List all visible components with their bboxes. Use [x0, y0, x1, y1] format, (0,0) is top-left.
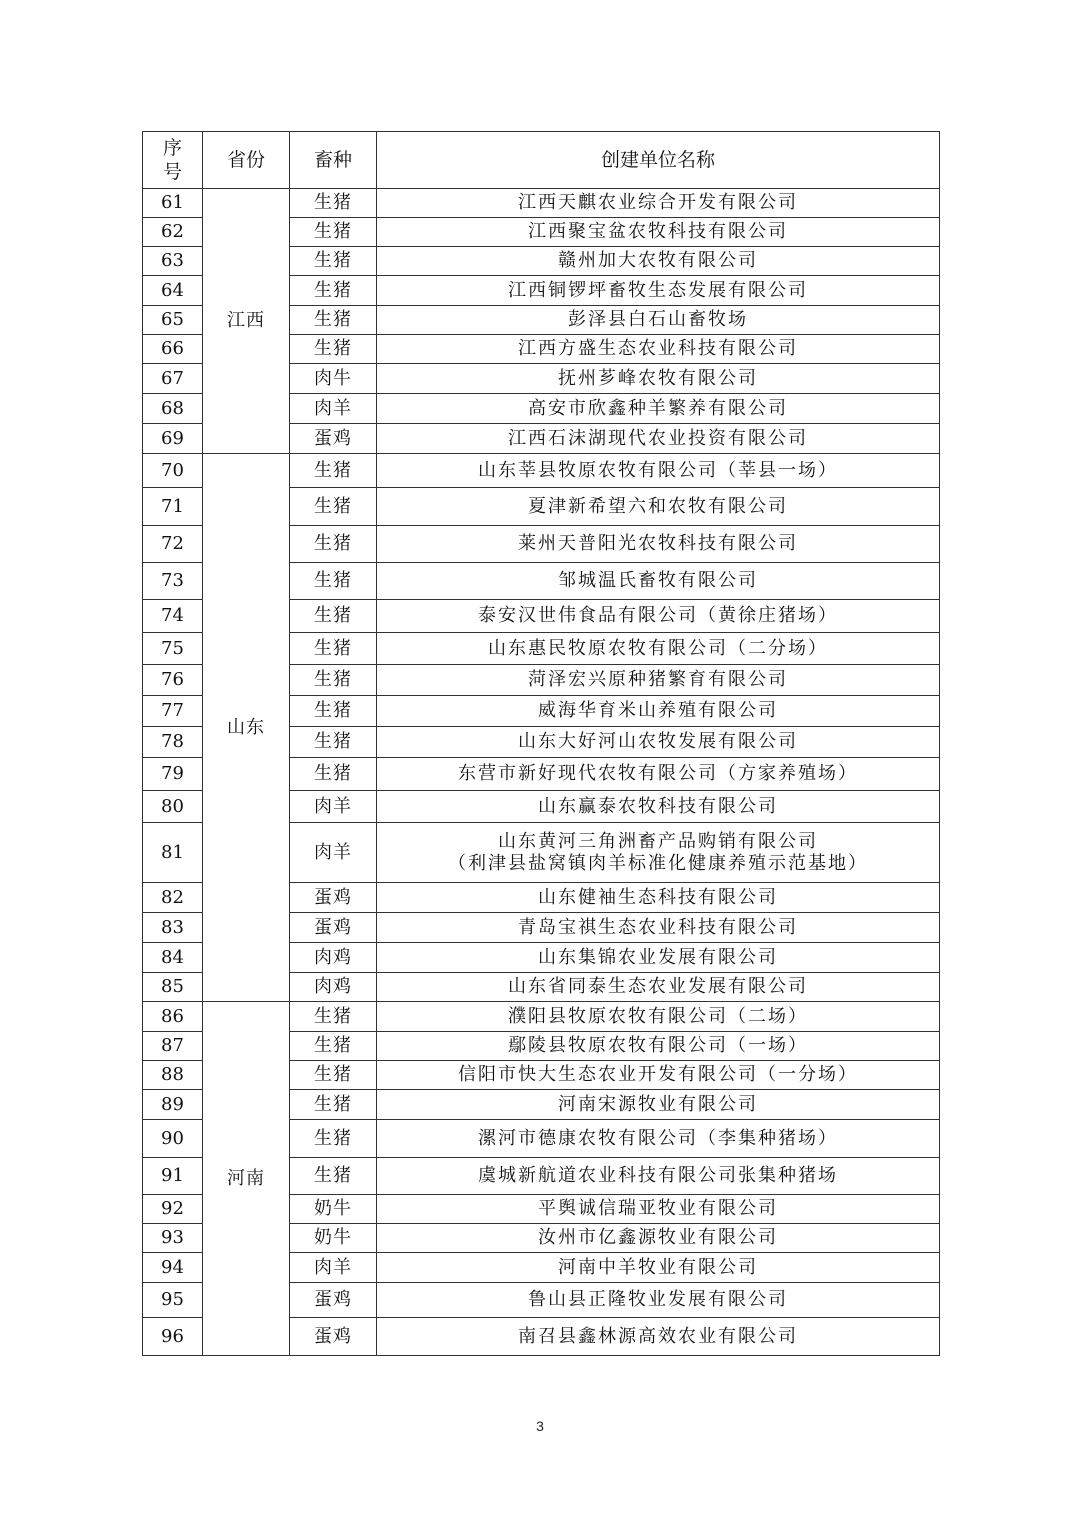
unit-name-cell	[377, 973, 940, 1002]
seq-cell: 64	[143, 276, 203, 306]
animal-label: 生猪	[314, 279, 352, 301]
unit-name-cell	[377, 758, 940, 791]
animal-label: 生猪	[314, 570, 352, 591]
unit-name-cell	[377, 394, 940, 424]
unit-name-label: 菏泽宏兴原种猪繁育有限公司	[528, 669, 788, 690]
seq-cell: 70	[143, 454, 203, 488]
unit-name-label: 东营市新好现代农牧有限公司（方家养殖场）	[458, 763, 858, 784]
animal-cell	[290, 218, 377, 247]
unit-name-label: 山东赢泰农牧科技有限公司	[538, 795, 778, 817]
header-animal	[290, 132, 377, 189]
seq-cell: 91	[143, 1158, 203, 1195]
animal-label: 生猪	[314, 1165, 352, 1186]
table-row	[143, 1002, 940, 1032]
seq-cell: 67	[143, 364, 203, 394]
unit-name-label: 鄢陵县牧原农牧有限公司（一场）	[508, 1035, 808, 1056]
unit-name-cell	[377, 883, 940, 913]
unit-name-cell	[377, 563, 940, 600]
unit-name-cell	[377, 665, 940, 696]
unit-name-label: 威海华育米山养殖有限公司	[538, 700, 778, 721]
seq-cell: 74	[143, 600, 203, 633]
seq-cell: 77	[143, 696, 203, 727]
animal-cell	[290, 335, 377, 364]
seq-cell: 94	[143, 1253, 203, 1283]
animal-label: 生猪	[314, 1035, 352, 1056]
animal-label: 生猪	[314, 1064, 352, 1085]
animal-label: 生猪	[314, 763, 352, 784]
seq-cell: 79	[143, 758, 203, 791]
animal-cell	[290, 665, 377, 696]
unit-name-label: 抚州芗峰农牧有限公司	[558, 367, 758, 389]
animal-cell	[290, 1224, 377, 1253]
unit-name-cell	[377, 600, 940, 633]
animal-cell	[290, 727, 377, 758]
animal-label: 肉羊	[314, 795, 352, 817]
seq-cell: 82	[143, 883, 203, 913]
animal-cell	[290, 883, 377, 913]
province-label: 山东	[227, 716, 265, 738]
seq-cell: 62	[143, 218, 203, 247]
header-seq	[143, 132, 203, 189]
animal-cell	[290, 1090, 377, 1120]
animal-cell	[290, 454, 377, 488]
unit-name-label: 山东健袖生态科技有限公司	[538, 886, 778, 908]
table-header-row	[143, 132, 940, 189]
table-row	[143, 189, 940, 218]
unit-name-cell	[377, 1158, 940, 1195]
animal-label: 生猪	[314, 459, 352, 481]
unit-name-cell	[377, 1195, 940, 1224]
header-animal-label: 畜种	[313, 149, 352, 171]
animal-label: 生猪	[314, 731, 352, 752]
unit-name-label: 江西天麒农业综合开发有限公司	[518, 192, 798, 213]
animal-cell	[290, 973, 377, 1002]
unit-name-label: 河南宋源牧业有限公司	[558, 1093, 758, 1115]
farm-list-table	[142, 131, 940, 1356]
animal-cell	[290, 1283, 377, 1318]
seq-cell: 96	[143, 1318, 203, 1356]
unit-name-cell	[377, 633, 940, 665]
unit-name-cell	[377, 488, 940, 526]
animal-label: 奶牛	[314, 1227, 352, 1248]
animal-cell	[290, 247, 377, 276]
animal-cell	[290, 633, 377, 665]
animal-cell	[290, 424, 377, 454]
animal-cell	[290, 943, 377, 973]
province-label: 河南	[227, 1167, 265, 1189]
unit-name-cell	[377, 823, 940, 883]
animal-cell	[290, 1195, 377, 1224]
animal-cell	[290, 600, 377, 633]
seq-cell: 78	[143, 727, 203, 758]
animal-label: 生猪	[314, 1127, 352, 1149]
unit-name-cell	[377, 913, 940, 943]
seq-cell: 85	[143, 973, 203, 1002]
unit-name-cell	[377, 943, 940, 973]
animal-label: 生猪	[314, 192, 352, 213]
animal-cell	[290, 276, 377, 306]
animal-label: 肉羊	[314, 841, 352, 863]
animal-label: 奶牛	[314, 1198, 352, 1219]
seq-cell: 63	[143, 247, 203, 276]
animal-label: 蛋鸡	[314, 427, 352, 449]
province-cell	[203, 189, 290, 454]
animal-label: 蛋鸡	[314, 1325, 352, 1347]
seq-cell: 66	[143, 335, 203, 364]
seq-cell: 81	[143, 823, 203, 883]
unit-name-label: 信阳市快大生态农业开发有限公司（一分场）	[458, 1064, 858, 1085]
animal-label: 蛋鸡	[314, 1289, 352, 1310]
animal-cell	[290, 364, 377, 394]
header-province	[203, 132, 290, 189]
animal-cell	[290, 1061, 377, 1090]
seq-cell: 87	[143, 1032, 203, 1061]
unit-name-label: 汝州市亿鑫源牧业有限公司	[538, 1227, 778, 1248]
unit-name-cell	[377, 1061, 940, 1090]
animal-label: 生猪	[314, 1005, 352, 1027]
animal-label: 肉羊	[314, 1256, 352, 1278]
unit-name-label: 邹城温氏畜牧有限公司	[558, 570, 758, 591]
header-name-label: 创建单位名称	[600, 149, 715, 171]
animal-label: 肉牛	[314, 367, 352, 389]
unit-name-cell	[377, 1224, 940, 1253]
animal-cell	[290, 189, 377, 218]
unit-name-label: 山东黄河三角洲畜产品购销有限公司 （利津县盐窝镇肉羊标准化健康养殖示范基地）	[448, 830, 868, 874]
seq-cell: 95	[143, 1283, 203, 1318]
animal-label: 生猪	[314, 309, 352, 330]
header-seq-label: 序号	[162, 136, 182, 183]
animal-cell	[290, 1253, 377, 1283]
province-label: 江西	[227, 310, 265, 331]
animal-label: 生猪	[314, 669, 352, 690]
unit-name-cell	[377, 1002, 940, 1032]
animal-label: 生猪	[314, 637, 352, 659]
animal-cell	[290, 696, 377, 727]
seq-cell: 93	[143, 1224, 203, 1253]
unit-name-label: 泰安汉世伟食品有限公司（黄徐庄猪场）	[478, 605, 838, 626]
animal-label: 生猪	[314, 700, 352, 721]
unit-name-cell	[377, 306, 940, 335]
animal-label: 蛋鸡	[314, 886, 352, 908]
unit-name-cell	[377, 1318, 940, 1356]
animal-cell	[290, 791, 377, 823]
seq-cell: 73	[143, 563, 203, 600]
unit-name-cell	[377, 218, 940, 247]
unit-name-label: 山东集锦农业发展有限公司	[538, 946, 778, 968]
unit-name-label: 高安市欣鑫种羊繁养有限公司	[528, 397, 788, 419]
page-number: 3	[536, 1418, 544, 1434]
header-province-label: 省份	[226, 149, 265, 171]
seq-cell: 68	[143, 394, 203, 424]
unit-name-cell	[377, 424, 940, 454]
header-name	[377, 132, 940, 189]
unit-name-label: 江西铜锣坪畜牧生态发展有限公司	[508, 279, 808, 301]
unit-name-cell	[377, 696, 940, 727]
seq-cell: 61	[143, 189, 203, 218]
animal-label: 生猪	[314, 605, 352, 626]
seq-cell: 71	[143, 488, 203, 526]
table-body	[143, 189, 940, 1356]
unit-name-label: 山东莘县牧原农牧有限公司（莘县一场）	[478, 459, 838, 481]
animal-label: 生猪	[314, 533, 352, 554]
seq-cell: 89	[143, 1090, 203, 1120]
animal-cell	[290, 1002, 377, 1032]
animal-label: 生猪	[314, 250, 352, 271]
province-cell	[203, 454, 290, 1002]
unit-name-label: 赣州加大农牧有限公司	[558, 250, 758, 271]
unit-name-cell	[377, 1120, 940, 1158]
unit-name-label: 夏津新希望六和农牧有限公司	[528, 495, 788, 517]
unit-name-cell	[377, 364, 940, 394]
unit-name-cell	[377, 1283, 940, 1318]
animal-label: 蛋鸡	[314, 916, 352, 938]
unit-name-cell	[377, 727, 940, 758]
seq-cell: 65	[143, 306, 203, 335]
unit-name-label: 江西方盛生态农业科技有限公司	[518, 338, 798, 359]
unit-name-label: 河南中羊牧业有限公司	[558, 1256, 758, 1278]
unit-name-label: 濮阳县牧原农牧有限公司（二场）	[508, 1005, 808, 1027]
unit-name-label: 漯河市德康农牧有限公司（李集种猪场）	[478, 1127, 838, 1149]
unit-name-label: 青岛宝祺生态农业科技有限公司	[518, 916, 798, 938]
animal-label: 肉鸡	[314, 946, 352, 968]
unit-name-label: 莱州天普阳光农牧科技有限公司	[518, 533, 798, 554]
seq-cell: 92	[143, 1195, 203, 1224]
province-cell	[203, 1002, 290, 1356]
unit-name-cell	[377, 1032, 940, 1061]
animal-label: 肉鸡	[314, 976, 352, 997]
animal-cell	[290, 823, 377, 883]
seq-cell: 75	[143, 633, 203, 665]
seq-cell: 84	[143, 943, 203, 973]
unit-name-cell	[377, 335, 940, 364]
seq-cell: 76	[143, 665, 203, 696]
animal-cell	[290, 1032, 377, 1061]
animal-cell	[290, 563, 377, 600]
seq-cell: 72	[143, 526, 203, 563]
animal-label: 生猪	[314, 495, 352, 517]
animal-cell	[290, 394, 377, 424]
unit-name-label: 彭泽县白石山畜牧场	[568, 309, 748, 330]
animal-label: 生猪	[314, 338, 352, 359]
table-row	[143, 454, 940, 488]
animal-cell	[290, 1158, 377, 1195]
unit-name-cell	[377, 1253, 940, 1283]
unit-name-cell	[377, 276, 940, 306]
animal-cell	[290, 1318, 377, 1356]
animal-cell	[290, 306, 377, 335]
seq-cell: 88	[143, 1061, 203, 1090]
seq-cell: 69	[143, 424, 203, 454]
animal-cell	[290, 488, 377, 526]
animal-cell	[290, 758, 377, 791]
seq-cell: 86	[143, 1002, 203, 1032]
seq-cell: 90	[143, 1120, 203, 1158]
unit-name-label: 山东省同泰生态农业发展有限公司	[508, 976, 808, 997]
unit-name-cell	[377, 791, 940, 823]
unit-name-label: 虞城新航道农业科技有限公司张集种猪场	[478, 1165, 838, 1186]
unit-name-label: 山东惠民牧原农牧有限公司（二分场）	[488, 637, 828, 659]
unit-name-label: 平舆诚信瑞亚牧业有限公司	[538, 1198, 778, 1219]
animal-cell	[290, 526, 377, 563]
animal-label: 生猪	[314, 1093, 352, 1115]
unit-name-label: 江西石沫湖现代农业投资有限公司	[508, 427, 808, 449]
animal-label: 生猪	[314, 221, 352, 242]
unit-name-cell	[377, 247, 940, 276]
unit-name-label: 山东大好河山农牧发展有限公司	[518, 731, 798, 752]
unit-name-cell	[377, 189, 940, 218]
unit-name-label: 鲁山县正隆牧业发展有限公司	[528, 1289, 788, 1310]
seq-cell: 80	[143, 791, 203, 823]
animal-label: 肉羊	[314, 397, 352, 419]
unit-name-label: 江西聚宝盆农牧科技有限公司	[528, 221, 788, 242]
seq-cell: 83	[143, 913, 203, 943]
unit-name-cell	[377, 1090, 940, 1120]
animal-cell	[290, 1120, 377, 1158]
animal-cell	[290, 913, 377, 943]
unit-name-label: 南召县鑫林源高效农业有限公司	[518, 1325, 798, 1347]
unit-name-cell	[377, 454, 940, 488]
unit-name-cell	[377, 526, 940, 563]
